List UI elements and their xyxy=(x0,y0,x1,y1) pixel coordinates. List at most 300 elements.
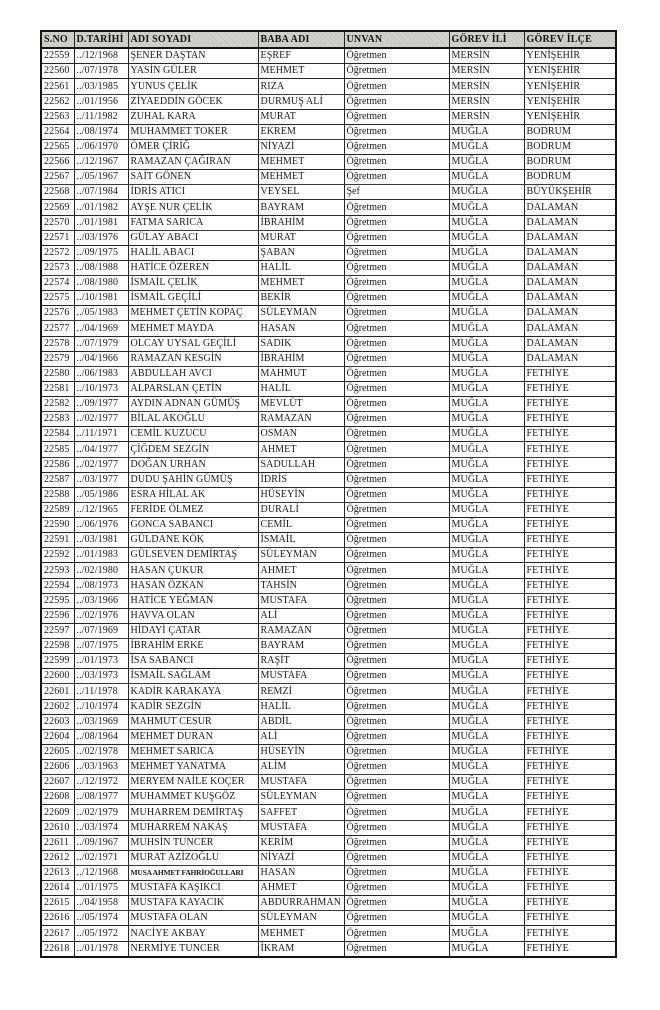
cell-father-name: BEKİR xyxy=(258,291,344,306)
cell-father-name: HASAN xyxy=(258,321,344,336)
cell-birth-date: ../01/1983 xyxy=(74,548,128,563)
cell-birth-date: ../12/1968 xyxy=(74,865,128,880)
cell-title: Öğretmen xyxy=(344,654,449,669)
cell-duty-district: FETHİYE xyxy=(524,427,616,442)
table-row xyxy=(41,412,616,427)
cell-duty-district: DALAMAN xyxy=(524,321,616,336)
cell-sno: 22602 xyxy=(41,699,74,714)
table-row xyxy=(41,230,616,245)
cell-sno: 22592 xyxy=(41,548,74,563)
cell-title: Öğretmen xyxy=(344,366,449,381)
cell-birth-date: ../10/1973 xyxy=(74,381,128,396)
cell-full-name: RAMAZAN ÇAĞIRAN xyxy=(128,155,258,170)
cell-sno: 22571 xyxy=(41,230,74,245)
cell-duty-province: MUĞLA xyxy=(449,139,524,154)
cell-birth-date: ../01/1956 xyxy=(74,94,128,109)
cell-duty-district: FETHİYE xyxy=(524,593,616,608)
cell-full-name: MEHMET ÇETİN KOPAÇ xyxy=(128,306,258,321)
cell-father-name: AHMET xyxy=(258,881,344,896)
cell-title: Öğretmen xyxy=(344,139,449,154)
cell-full-name: YASİN GÜLER xyxy=(128,64,258,79)
cell-father-name: SAFFET xyxy=(258,805,344,820)
table-row xyxy=(41,881,616,896)
cell-father-name: VEYSEL xyxy=(258,185,344,200)
cell-sno: 22577 xyxy=(41,321,74,336)
table-row xyxy=(41,896,616,911)
cell-birth-date: ../03/1969 xyxy=(74,714,128,729)
cell-title: Öğretmen xyxy=(344,593,449,608)
cell-title: Öğretmen xyxy=(344,896,449,911)
cell-duty-province: MERSİN xyxy=(449,79,524,94)
cell-father-name: ALİ xyxy=(258,608,344,623)
cell-full-name: MUHARREM DEMİRTAŞ xyxy=(128,805,258,820)
cell-duty-district: FETHİYE xyxy=(524,366,616,381)
cell-birth-date: ../08/1988 xyxy=(74,260,128,275)
cell-duty-district: FETHİYE xyxy=(524,684,616,699)
cell-full-name: MUSA AHMET FAHRİOĞULLARI xyxy=(128,865,258,880)
column-header-full-name: ADI SOYADI xyxy=(128,31,258,48)
cell-duty-province: MUĞLA xyxy=(449,427,524,442)
cell-title: Öğretmen xyxy=(344,805,449,820)
cell-title: Öğretmen xyxy=(344,865,449,880)
cell-full-name: FERİDE ÖLMEZ xyxy=(128,502,258,517)
cell-birth-date: ../08/1974 xyxy=(74,124,128,139)
table-row xyxy=(41,442,616,457)
table-row xyxy=(41,926,616,941)
cell-birth-date: ../05/1972 xyxy=(74,926,128,941)
cell-duty-province: MUĞLA xyxy=(449,593,524,608)
table-row xyxy=(41,381,616,396)
table-row xyxy=(41,699,616,714)
cell-title: Öğretmen xyxy=(344,260,449,275)
cell-duty-district: FETHİYE xyxy=(524,639,616,654)
cell-duty-district: YENİŞEHİR xyxy=(524,48,616,64)
cell-father-name: HALİL xyxy=(258,260,344,275)
cell-father-name: SADULLAH xyxy=(258,457,344,472)
cell-full-name: DOĞAN URHAN xyxy=(128,457,258,472)
table-row xyxy=(41,669,616,684)
column-header-sno: S.NO xyxy=(41,31,74,48)
cell-duty-province: MUĞLA xyxy=(449,518,524,533)
cell-full-name: AYŞE NUR ÇELİK xyxy=(128,200,258,215)
cell-sno: 22614 xyxy=(41,881,74,896)
cell-duty-province: MUĞLA xyxy=(449,472,524,487)
table-row xyxy=(41,623,616,638)
cell-duty-district: YENİŞEHİR xyxy=(524,94,616,109)
cell-duty-district: FETHİYE xyxy=(524,805,616,820)
table-row xyxy=(41,321,616,336)
cell-father-name: MEHMET xyxy=(258,170,344,185)
cell-sno: 22597 xyxy=(41,623,74,638)
cell-father-name: MUSTAFA xyxy=(258,775,344,790)
cell-duty-district: FETHİYE xyxy=(524,941,616,957)
cell-duty-province: MUĞLA xyxy=(449,351,524,366)
cell-father-name: CEMİL xyxy=(258,518,344,533)
cell-title: Öğretmen xyxy=(344,548,449,563)
cell-father-name: RAMAZAN xyxy=(258,623,344,638)
cell-title: Öğretmen xyxy=(344,518,449,533)
cell-duty-district: DALAMAN xyxy=(524,245,616,260)
cell-full-name: HASAN ÇUKUR xyxy=(128,563,258,578)
table-row xyxy=(41,427,616,442)
cell-duty-district: FETHİYE xyxy=(524,654,616,669)
cell-full-name: CEMİL KUZUCU xyxy=(128,427,258,442)
cell-duty-district: FETHİYE xyxy=(524,699,616,714)
column-header-title: UNVAN xyxy=(344,31,449,48)
table-row xyxy=(41,64,616,79)
table-row xyxy=(41,593,616,608)
cell-sno: 22606 xyxy=(41,760,74,775)
table-row xyxy=(41,563,616,578)
cell-birth-date: ../12/1968 xyxy=(74,48,128,64)
cell-full-name: GÜLDANE KÖK xyxy=(128,533,258,548)
cell-father-name: ALİM xyxy=(258,760,344,775)
cell-title: Öğretmen xyxy=(344,533,449,548)
cell-duty-district: YENİŞEHİR xyxy=(524,64,616,79)
cell-father-name: ABDURRAHMAN xyxy=(258,896,344,911)
cell-sno: 22567 xyxy=(41,170,74,185)
cell-sno: 22584 xyxy=(41,427,74,442)
cell-birth-date: ../02/1977 xyxy=(74,457,128,472)
cell-birth-date: ../04/1969 xyxy=(74,321,128,336)
cell-sno: 22564 xyxy=(41,124,74,139)
cell-title: Öğretmen xyxy=(344,427,449,442)
cell-duty-district: FETHİYE xyxy=(524,714,616,729)
cell-title: Öğretmen xyxy=(344,729,449,744)
cell-title: Öğretmen xyxy=(344,170,449,185)
cell-title: Öğretmen xyxy=(344,336,449,351)
cell-title: Öğretmen xyxy=(344,306,449,321)
cell-full-name: YUNUS ÇELİK xyxy=(128,79,258,94)
cell-father-name: TAHSİN xyxy=(258,578,344,593)
cell-father-name: MAHMUT xyxy=(258,366,344,381)
cell-full-name: BİLAL AKOĞLU xyxy=(128,412,258,427)
table-row xyxy=(41,608,616,623)
cell-father-name: SÜLEYMAN xyxy=(258,790,344,805)
cell-title: Öğretmen xyxy=(344,926,449,941)
cell-sno: 22586 xyxy=(41,457,74,472)
cell-full-name: MUSTAFA KAYACIK xyxy=(128,896,258,911)
cell-birth-date: ../05/1967 xyxy=(74,170,128,185)
cell-birth-date: ../03/1973 xyxy=(74,669,128,684)
cell-title: Öğretmen xyxy=(344,48,449,64)
cell-duty-province: MUĞLA xyxy=(449,896,524,911)
cell-full-name: İDRİS ATICI xyxy=(128,185,258,200)
cell-sno: 22611 xyxy=(41,835,74,850)
cell-full-name: AYDIN ADNAN GÜMÜŞ xyxy=(128,397,258,412)
cell-title: Öğretmen xyxy=(344,109,449,124)
cell-father-name: HÜSEYİN xyxy=(258,744,344,759)
cell-father-name: HALİL xyxy=(258,699,344,714)
cell-full-name: ABDULLAH AVCI xyxy=(128,366,258,381)
cell-father-name: EKREM xyxy=(258,124,344,139)
cell-birth-date: ../02/1971 xyxy=(74,850,128,865)
cell-duty-district: FETHİYE xyxy=(524,865,616,880)
cell-duty-province: MUĞLA xyxy=(449,170,524,185)
cell-father-name: RAŞİT xyxy=(258,654,344,669)
cell-duty-district: FETHİYE xyxy=(524,563,616,578)
table-row xyxy=(41,155,616,170)
cell-full-name: MAHMUT CESUR xyxy=(128,714,258,729)
cell-title: Öğretmen xyxy=(344,124,449,139)
cell-birth-date: ../06/1976 xyxy=(74,518,128,533)
cell-sno: 22583 xyxy=(41,412,74,427)
cell-duty-province: MUĞLA xyxy=(449,865,524,880)
cell-duty-province: MERSİN xyxy=(449,109,524,124)
cell-title: Öğretmen xyxy=(344,457,449,472)
cell-birth-date: ../01/1981 xyxy=(74,215,128,230)
cell-duty-province: MUĞLA xyxy=(449,608,524,623)
cell-sno: 22565 xyxy=(41,139,74,154)
cell-sno: 22570 xyxy=(41,215,74,230)
cell-full-name: ÖMER ÇİRİĞ xyxy=(128,139,258,154)
cell-sno: 22616 xyxy=(41,911,74,926)
cell-full-name: GÜLSEVEN DEMİRTAŞ xyxy=(128,548,258,563)
cell-sno: 22574 xyxy=(41,276,74,291)
cell-father-name: SADIK xyxy=(258,336,344,351)
cell-father-name: BAYRAM xyxy=(258,200,344,215)
cell-title: Öğretmen xyxy=(344,820,449,835)
cell-duty-province: MUĞLA xyxy=(449,215,524,230)
cell-title: Öğretmen xyxy=(344,881,449,896)
cell-birth-date: ../03/1977 xyxy=(74,472,128,487)
cell-title: Öğretmen xyxy=(344,623,449,638)
cell-sno: 22615 xyxy=(41,896,74,911)
table-row xyxy=(41,245,616,260)
cell-sno: 22561 xyxy=(41,79,74,94)
table-row xyxy=(41,744,616,759)
table-row xyxy=(41,48,616,64)
cell-title: Öğretmen xyxy=(344,911,449,926)
cell-full-name: DUDU ŞAHİN GÜMÜŞ xyxy=(128,472,258,487)
cell-full-name: OLCAY UYSAL GEÇİLİ xyxy=(128,336,258,351)
cell-father-name: RAMAZAN xyxy=(258,412,344,427)
table-row xyxy=(41,215,616,230)
cell-title: Öğretmen xyxy=(344,850,449,865)
cell-duty-province: MUĞLA xyxy=(449,623,524,638)
cell-sno: 22568 xyxy=(41,185,74,200)
cell-full-name: HİDAYİ ÇATAR xyxy=(128,623,258,638)
cell-birth-date: ../04/1958 xyxy=(74,896,128,911)
cell-father-name: MEHMET xyxy=(258,155,344,170)
table-row xyxy=(41,124,616,139)
cell-duty-province: MUĞLA xyxy=(449,487,524,502)
cell-birth-date: ../02/1977 xyxy=(74,412,128,427)
cell-duty-province: MUĞLA xyxy=(449,714,524,729)
cell-sno: 22593 xyxy=(41,563,74,578)
cell-duty-district: DALAMAN xyxy=(524,276,616,291)
cell-birth-date: ../12/1965 xyxy=(74,502,128,517)
cell-duty-district: FETHİYE xyxy=(524,820,616,835)
cell-birth-date: ../04/1966 xyxy=(74,351,128,366)
cell-duty-district: DALAMAN xyxy=(524,336,616,351)
cell-sno: 22599 xyxy=(41,654,74,669)
cell-full-name: MUHAMMET TOKER xyxy=(128,124,258,139)
cell-birth-date: ../07/1978 xyxy=(74,64,128,79)
cell-duty-district: DALAMAN xyxy=(524,291,616,306)
cell-duty-province: MERSİN xyxy=(449,94,524,109)
cell-father-name: MUSTAFA xyxy=(258,820,344,835)
cell-duty-province: MUĞLA xyxy=(449,260,524,275)
table-row xyxy=(41,109,616,124)
cell-full-name: HALİL ABACI xyxy=(128,245,258,260)
cell-sno: 22601 xyxy=(41,684,74,699)
cell-father-name: NİYAZİ xyxy=(258,139,344,154)
cell-father-name: SÜLEYMAN xyxy=(258,548,344,563)
cell-title: Öğretmen xyxy=(344,699,449,714)
cell-duty-district: FETHİYE xyxy=(524,442,616,457)
table-row xyxy=(41,276,616,291)
cell-duty-district: FETHİYE xyxy=(524,881,616,896)
table-row xyxy=(41,941,616,957)
cell-father-name: KERİM xyxy=(258,835,344,850)
table-row xyxy=(41,291,616,306)
cell-birth-date: ../05/1974 xyxy=(74,911,128,926)
cell-full-name: GÜLAY ABACI xyxy=(128,230,258,245)
cell-title: Öğretmen xyxy=(344,200,449,215)
cell-sno: 22580 xyxy=(41,366,74,381)
cell-duty-province: MUĞLA xyxy=(449,230,524,245)
cell-birth-date: ../08/1977 xyxy=(74,790,128,805)
cell-father-name: SÜLEYMAN xyxy=(258,911,344,926)
cell-birth-date: ../06/1970 xyxy=(74,139,128,154)
cell-father-name: İDRİS xyxy=(258,472,344,487)
cell-full-name: MUHSİN TUNCER xyxy=(128,835,258,850)
cell-sno: 22569 xyxy=(41,200,74,215)
table-row xyxy=(41,684,616,699)
cell-father-name: RIZA xyxy=(258,79,344,94)
cell-full-name: MEHMET YANATMA xyxy=(128,760,258,775)
cell-duty-province: MUĞLA xyxy=(449,381,524,396)
table-row xyxy=(41,775,616,790)
cell-title: Öğretmen xyxy=(344,563,449,578)
cell-birth-date: ../09/1975 xyxy=(74,245,128,260)
cell-sno: 22587 xyxy=(41,472,74,487)
cell-title: Öğretmen xyxy=(344,442,449,457)
cell-duty-district: BODRUM xyxy=(524,155,616,170)
table-row xyxy=(41,533,616,548)
cell-sno: 22595 xyxy=(41,593,74,608)
table-row xyxy=(41,865,616,880)
cell-full-name: NACİYE AKBAY xyxy=(128,926,258,941)
cell-full-name: SAİT GÖNEN xyxy=(128,170,258,185)
cell-title: Öğretmen xyxy=(344,790,449,805)
cell-duty-province: MUĞLA xyxy=(449,200,524,215)
cell-full-name: İSMAİL ÇELİK xyxy=(128,276,258,291)
table-row xyxy=(41,457,616,472)
cell-duty-district: FETHİYE xyxy=(524,896,616,911)
cell-father-name: NİYAZİ xyxy=(258,850,344,865)
cell-sno: 22562 xyxy=(41,94,74,109)
cell-duty-district: BODRUM xyxy=(524,124,616,139)
column-header-birth-date: D.TARİHİ xyxy=(74,31,128,48)
cell-full-name: MUHARREM NAKAŞ xyxy=(128,820,258,835)
cell-title: Öğretmen xyxy=(344,714,449,729)
cell-full-name: HATİCE YEĞMAN xyxy=(128,593,258,608)
cell-duty-province: MUĞLA xyxy=(449,744,524,759)
cell-birth-date: ../09/1967 xyxy=(74,835,128,850)
cell-title: Öğretmen xyxy=(344,64,449,79)
cell-duty-province: MUĞLA xyxy=(449,124,524,139)
cell-title: Öğretmen xyxy=(344,760,449,775)
table-row xyxy=(41,820,616,835)
cell-birth-date: ../03/1966 xyxy=(74,593,128,608)
cell-sno: 22610 xyxy=(41,820,74,835)
table-row xyxy=(41,805,616,820)
personnel-table xyxy=(40,30,617,958)
table-row xyxy=(41,548,616,563)
cell-birth-date: ../07/1984 xyxy=(74,185,128,200)
cell-father-name: MURAT xyxy=(258,230,344,245)
cell-duty-district: DALAMAN xyxy=(524,200,616,215)
cell-full-name: MUSTAFA KAŞIKCI xyxy=(128,881,258,896)
cell-duty-province: MUĞLA xyxy=(449,941,524,957)
cell-father-name: MEVLÜT xyxy=(258,397,344,412)
cell-birth-date: ../05/1983 xyxy=(74,306,128,321)
cell-sno: 22604 xyxy=(41,729,74,744)
cell-sno: 22573 xyxy=(41,260,74,275)
cell-birth-date: ../06/1983 xyxy=(74,366,128,381)
cell-full-name: RAMAZAN KESGİN xyxy=(128,351,258,366)
table-row xyxy=(41,185,616,200)
cell-duty-province: MUĞLA xyxy=(449,699,524,714)
cell-birth-date: ../01/1975 xyxy=(74,881,128,896)
cell-duty-province: MUĞLA xyxy=(449,775,524,790)
cell-title: Öğretmen xyxy=(344,669,449,684)
cell-sno: 22576 xyxy=(41,306,74,321)
cell-title: Öğretmen xyxy=(344,684,449,699)
cell-duty-province: MUĞLA xyxy=(449,729,524,744)
cell-birth-date: ../03/1974 xyxy=(74,820,128,835)
cell-duty-district: FETHİYE xyxy=(524,790,616,805)
cell-full-name: GONCA SABANCI xyxy=(128,518,258,533)
column-header-duty-province: GÖREV İLİ xyxy=(449,31,524,48)
cell-duty-province: MUĞLA xyxy=(449,336,524,351)
cell-duty-province: MUĞLA xyxy=(449,533,524,548)
cell-sno: 22600 xyxy=(41,669,74,684)
cell-father-name: OSMAN xyxy=(258,427,344,442)
cell-duty-district: DALAMAN xyxy=(524,351,616,366)
cell-title: Öğretmen xyxy=(344,744,449,759)
cell-duty-province: MUĞLA xyxy=(449,684,524,699)
cell-father-name: İSMAİL xyxy=(258,533,344,548)
cell-duty-province: MUĞLA xyxy=(449,790,524,805)
table-row xyxy=(41,714,616,729)
table-row xyxy=(41,472,616,487)
table-row xyxy=(41,578,616,593)
cell-sno: 22559 xyxy=(41,48,74,64)
cell-sno: 22608 xyxy=(41,790,74,805)
cell-birth-date: ../08/1973 xyxy=(74,578,128,593)
cell-birth-date: ../09/1977 xyxy=(74,397,128,412)
table-row xyxy=(41,518,616,533)
cell-father-name: HALİL xyxy=(258,381,344,396)
cell-sno: 22563 xyxy=(41,109,74,124)
cell-duty-province: MUĞLA xyxy=(449,366,524,381)
cell-duty-province: MUĞLA xyxy=(449,820,524,835)
table-row xyxy=(41,139,616,154)
cell-full-name: MUHAMMET KUŞGÖZ xyxy=(128,790,258,805)
cell-duty-province: MERSİN xyxy=(449,48,524,64)
cell-title: Öğretmen xyxy=(344,502,449,517)
cell-sno: 22590 xyxy=(41,518,74,533)
cell-father-name: MUSTAFA xyxy=(258,593,344,608)
cell-duty-district: FETHİYE xyxy=(524,457,616,472)
cell-title: Öğretmen xyxy=(344,608,449,623)
cell-duty-district: FETHİYE xyxy=(524,518,616,533)
cell-duty-district: FETHİYE xyxy=(524,623,616,638)
cell-full-name: KADİR KARAKAYA xyxy=(128,684,258,699)
